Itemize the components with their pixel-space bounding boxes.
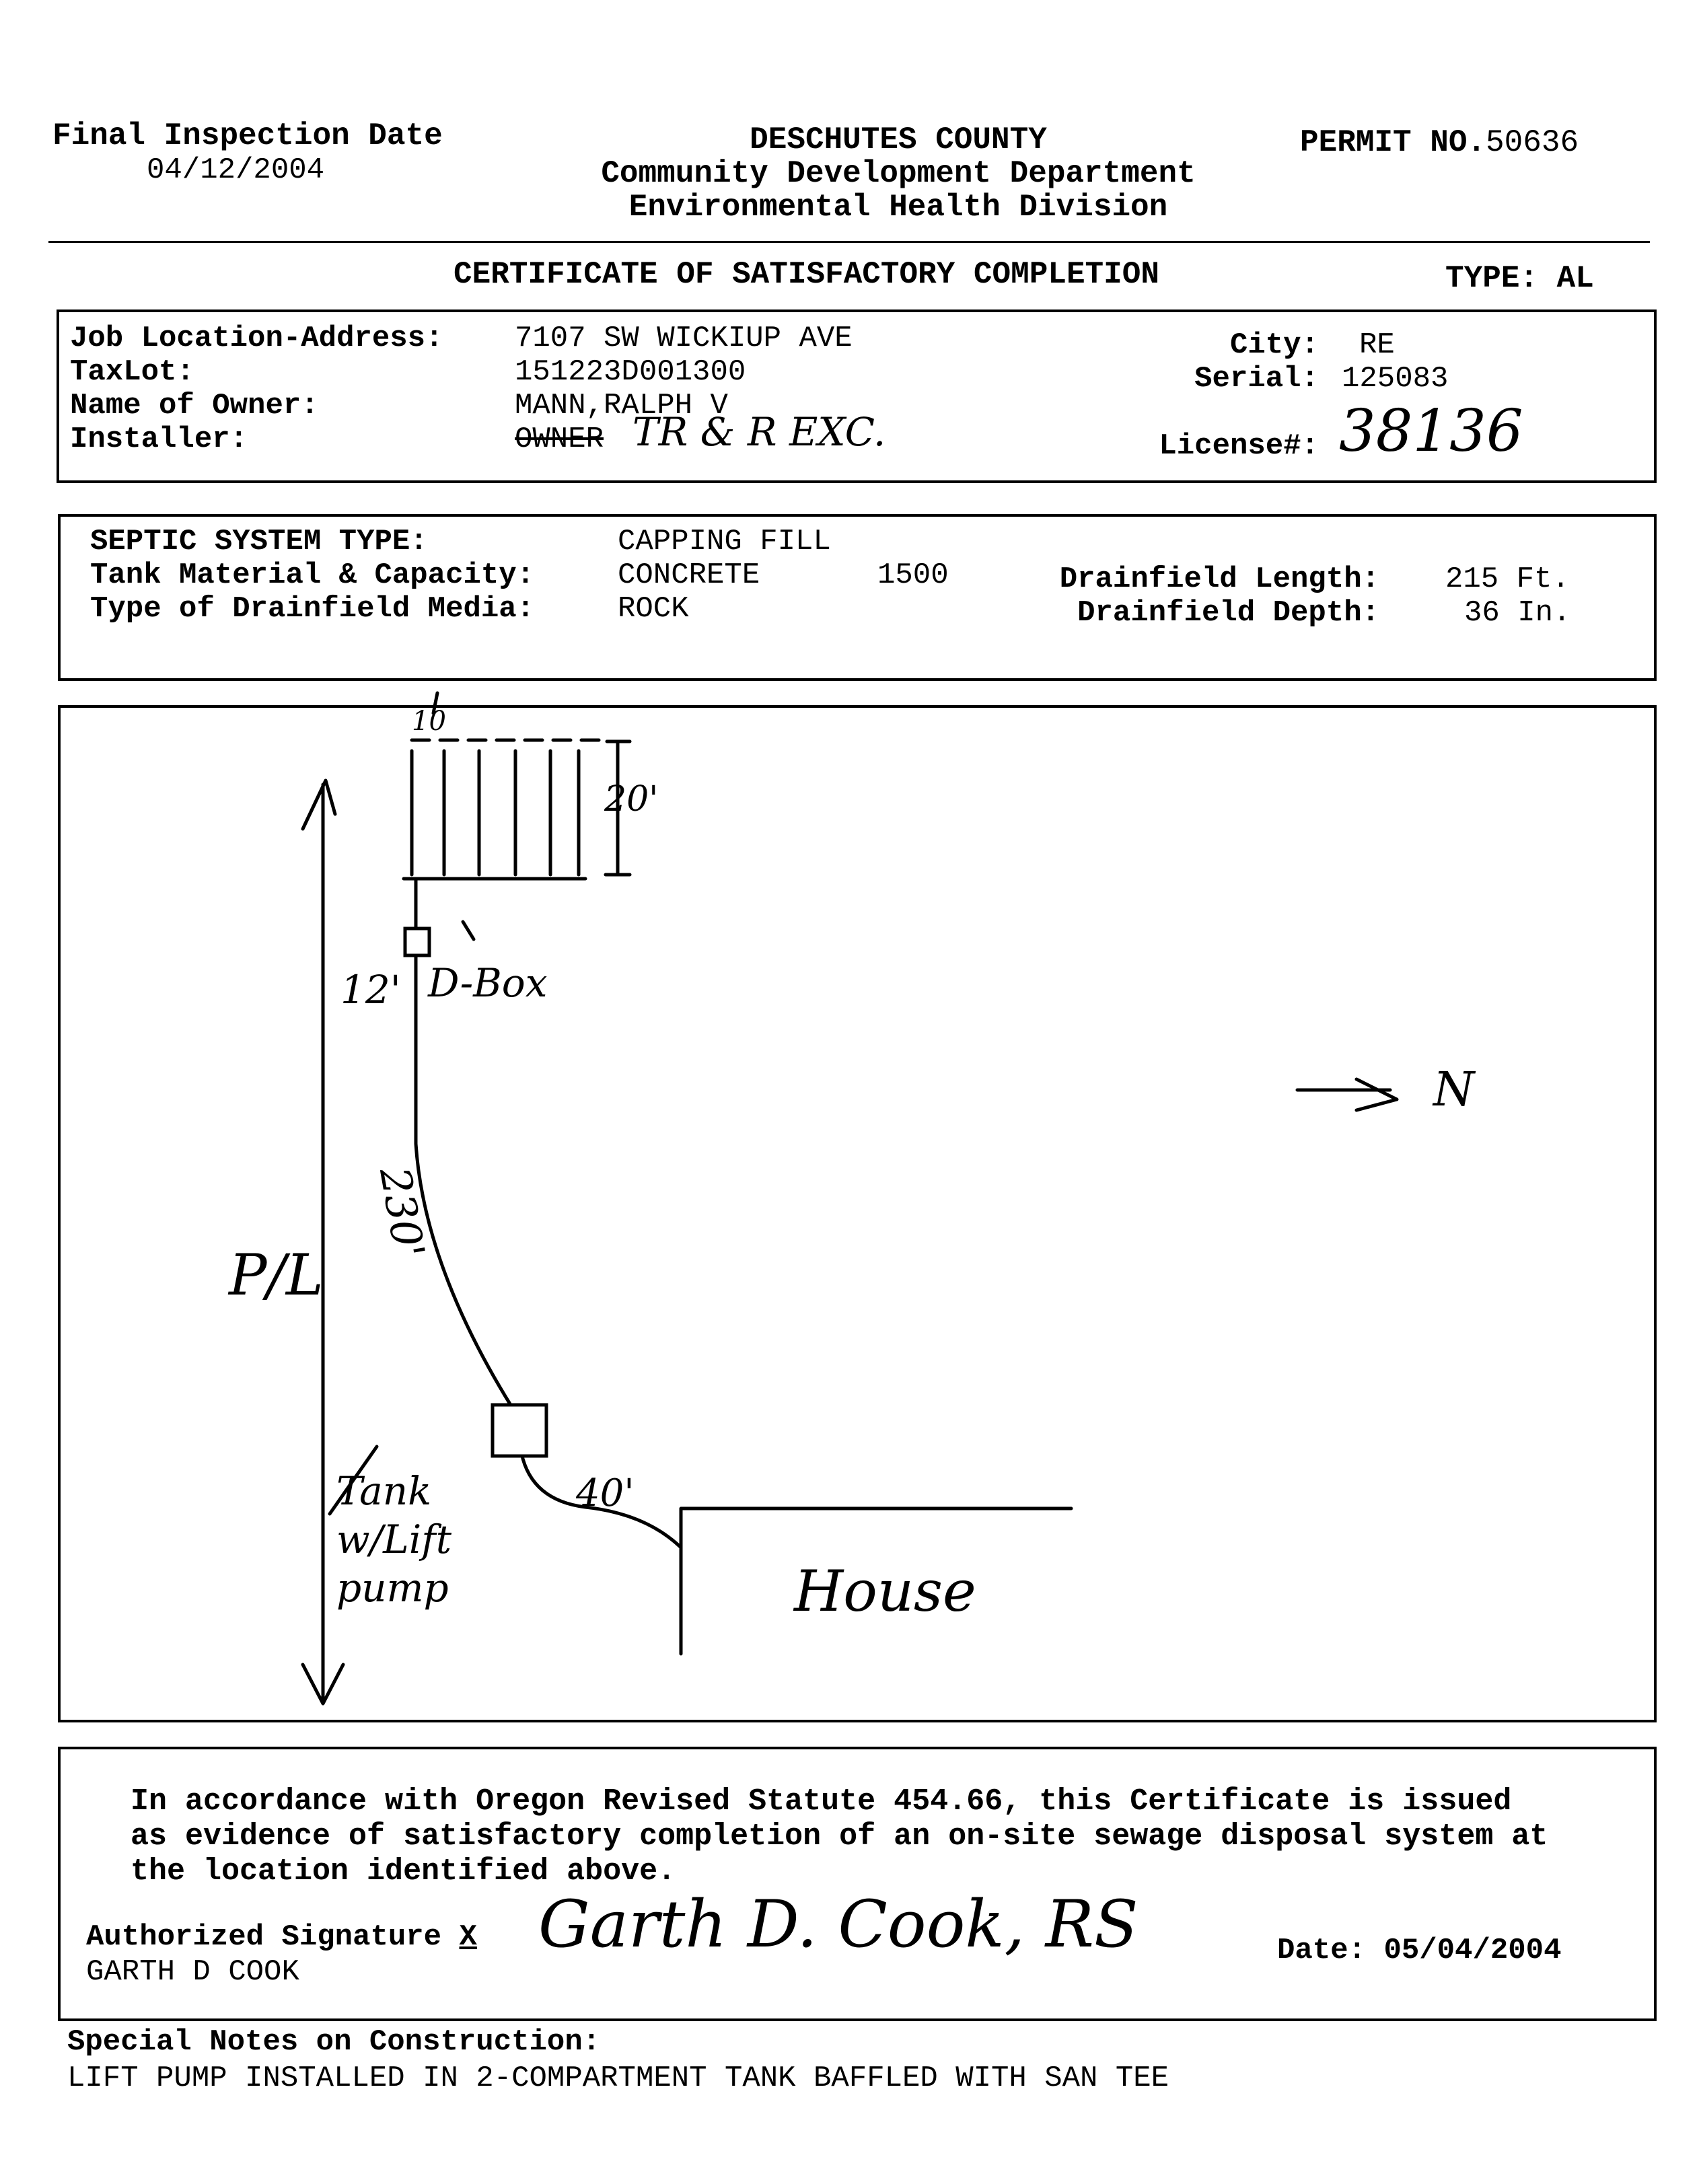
- septic-type-value: CAPPING FILL: [618, 525, 831, 558]
- city-label: City:: [1229, 328, 1319, 362]
- certificate-title: CERTIFICATE OF SATISFACTORY COMPLETION: [454, 257, 1159, 292]
- tank-label: Tank w/Lift pump: [336, 1468, 452, 1611]
- signature-x: X: [459, 1920, 477, 1954]
- taxlot-value: 151223D001300: [515, 355, 746, 389]
- serial-label: Serial:: [1194, 362, 1319, 396]
- notes-text: LIFT PUMP INSTALLED IN 2-COMPARTMENT TANK BAFFLED WITH SAN TEE: [67, 2062, 1169, 2095]
- drainfield-length-value: 215 Ft.: [1445, 562, 1570, 596]
- tank-capacity: 1500: [877, 558, 949, 592]
- license-label: License#:: [1159, 429, 1319, 463]
- owner-value: MANN,RALPH V: [515, 389, 728, 423]
- drainfield-depth-value: 36 In.: [1464, 596, 1571, 630]
- final-inspection-label: Final Inspection Date: [52, 118, 443, 153]
- signer-name: GARTH D COOK: [86, 1955, 299, 1989]
- north-arrow: [1297, 1079, 1397, 1110]
- north-label: N: [1433, 1062, 1475, 1117]
- signature-label: [86, 1920, 477, 1954]
- notes-label: Special Notes on Construction:: [67, 2025, 601, 2059]
- media-value: ROCK: [618, 592, 689, 626]
- septic-type-label: SEPTIC SYSTEM TYPE:: [90, 525, 428, 558]
- type-value: AL: [1556, 261, 1594, 296]
- dbox-pointer: [463, 922, 474, 939]
- arrowhead-up: [303, 780, 335, 829]
- taxlot-label: TaxLot:: [70, 355, 194, 389]
- tank-label: Tank Material & Capacity:: [90, 558, 535, 592]
- department-name: Community Development Department: [601, 156, 1196, 191]
- address-label: Job Location-Address:: [70, 322, 443, 355]
- pipe-to-tank: [416, 955, 511, 1406]
- county-name: DESCHUTES COUNTY: [750, 122, 1047, 157]
- division-name: Environmental Health Division: [628, 190, 1168, 225]
- type-label: TYPE:: [1445, 261, 1539, 296]
- label-40: 40': [576, 1471, 635, 1515]
- drainfield-length-label: Drainfield Length:: [1059, 562, 1379, 596]
- permit-label: PERMIT NO.: [1300, 125, 1486, 160]
- label-10: 10: [412, 706, 446, 737]
- license-value: 38136: [1339, 398, 1523, 465]
- label-12: 12': [340, 967, 401, 1013]
- dbox-label: D-Box: [428, 960, 548, 1006]
- signature-date: [1277, 1934, 1561, 1967]
- signature-label-text: Authorized Signature: [86, 1920, 442, 1954]
- address-value: 7107 SW WICKIUP AVE: [515, 322, 853, 355]
- media-label: Type of Drainfield Media:: [90, 592, 535, 626]
- owner-label: Name of Owner:: [70, 389, 319, 423]
- installer-struck: OWNER: [515, 423, 604, 456]
- installer-handwritten: TR & R EXC.: [632, 409, 886, 455]
- property-line-label: P/L: [229, 1242, 324, 1308]
- label-230: 230': [370, 1163, 435, 1262]
- drainfield-depth-label: Drainfield Depth:: [1077, 596, 1379, 630]
- installer-label: Installer:: [70, 423, 248, 456]
- label-20: 20': [604, 779, 659, 820]
- date-label: Date:: [1277, 1934, 1367, 1967]
- permit-number: 50636: [1486, 125, 1579, 160]
- signature-handwritten: Garth D. Cook, RS: [538, 1887, 1138, 1962]
- statement-text: In accordance with Oregon Revised Statute 454.66, this Certificate is issued as evidence of satisfactory completion of an on-site sewage disposal system at the location identified above.: [131, 1784, 1548, 1889]
- tank-material: CONCRETE: [618, 558, 760, 592]
- house-label: House: [794, 1558, 976, 1624]
- serial-value: 125083: [1342, 362, 1449, 396]
- distribution-box: [405, 929, 429, 955]
- final-inspection-date: 04/12/2004: [147, 153, 325, 187]
- septic-tank: [493, 1405, 546, 1456]
- date-value: 05/04/2004: [1383, 1934, 1562, 1967]
- city-value: RE: [1359, 328, 1395, 362]
